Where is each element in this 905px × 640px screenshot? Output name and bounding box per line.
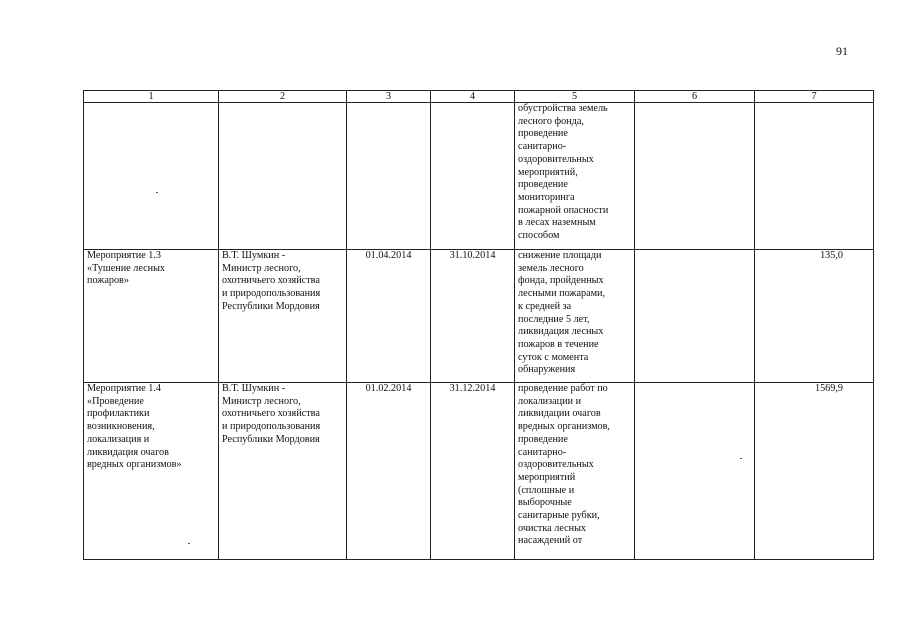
indicator-cell [635,383,755,560]
text-line: (сплошные и [518,484,575,496]
text-line: и природопользования [222,288,321,300]
text-line: охотничьего хозяйства [222,275,320,287]
text-line: оздоровительных [518,459,594,471]
header-cell: 6 [635,91,755,103]
text-line: снижение площади [518,250,602,261]
text-line: последние 5 лет, [518,313,590,325]
result-cell [515,103,635,250]
scan-speck [156,192,158,193]
text-line: лесными пожарами, [518,288,606,300]
header-cell: 5 [515,91,635,103]
text-line: выборочные [518,497,572,509]
text-line: Мероприятие 1.4 [87,383,162,394]
text-line: Республики Мордовия [222,300,320,312]
text-line: фонда, пройденных [518,275,604,287]
header-cell: 4 [431,91,515,103]
header-cell: 1 [84,91,219,103]
scan-speck [188,543,190,544]
scan-speck [740,458,742,459]
start-date-cell: 01.02.2014 [347,383,431,560]
start-date-cell: 01.04.2014 [347,250,431,383]
text-line: лесного фонда, [518,115,584,127]
text-line: проведение работ по [518,383,608,394]
responsible-cell [219,383,347,560]
measure-cell [84,250,219,383]
responsible-cell [219,103,347,250]
text-line: охотничьего хозяйства [222,408,320,420]
table-header-row [84,91,874,103]
text-line: локализации и [518,395,582,407]
table-row [84,103,874,250]
text-line: обнаружения [518,364,576,376]
indicator-cell [635,103,755,250]
text-line: санитарно- [518,446,567,458]
text-line: «Тушение лесных [87,262,166,274]
text-line: оздоровительных [518,153,594,165]
text-line: ликвидация лесных [518,326,604,338]
text-line: пожарной опасности [518,204,609,216]
result-cell [515,383,635,560]
amount-cell: 1569,9 [755,383,874,560]
text-line: вредных организмов, [518,421,610,433]
table-row [84,383,874,560]
measures-table [83,90,874,560]
page-number: 91 [836,44,848,58]
measure-cell [84,103,219,250]
text-line: мероприятий, [518,166,578,178]
text-line: пожаров в течение [518,338,599,350]
text-line: проведение [518,128,568,140]
header-cell: 3 [347,91,431,103]
result-cell [515,250,635,383]
text-line: вредных организмов» [87,459,182,471]
text-line: Мероприятие 1.3 [87,250,162,261]
text-line: пожаров» [87,275,129,287]
table-row [84,250,874,383]
text-line: локализация и [87,433,150,445]
end-date-cell: 31.10.2014 [431,250,515,383]
start-date-cell [347,103,431,250]
text-line: профилактики [87,408,150,420]
text-line: мониторинга [518,191,575,203]
text-line: В.Т. Шумкин - [222,250,286,261]
text-line: ликвидация очагов [87,446,169,458]
responsible-cell [219,250,347,383]
amount-cell [755,103,874,250]
text-line: мероприятий [518,471,576,483]
amount-cell: 135,0 [755,250,874,383]
text-line: ликвидации очагов [518,408,601,420]
text-line: санитарно- [518,141,567,153]
text-line: способом [518,230,560,242]
text-line: и природопользования [222,421,321,433]
text-line: Республики Мордовия [222,433,320,445]
text-line: возникновения, [87,421,155,433]
text-line: В.Т. Шумкин - [222,383,286,394]
text-line: проведение [518,179,568,191]
text-line: земель лесного [518,262,584,274]
text-line: санитарные рубки, [518,510,600,522]
text-line: Министр лесного, [222,395,301,407]
text-line: суток с момента [518,351,589,363]
indicator-cell [635,250,755,383]
text-line: Министр лесного, [222,262,301,274]
text-line: в лесах наземным [518,217,596,229]
text-line: «Проведение [87,395,144,407]
end-date-cell: 31.12.2014 [431,383,515,560]
text-line: к средней за [518,300,572,312]
header-cell: 7 [755,91,874,103]
measure-cell [84,383,219,560]
text-line: проведение [518,433,568,445]
text-line: обустройства земель [518,103,608,114]
header-cell: 2 [219,91,347,103]
text-line: очистка лесных [518,522,587,534]
text-line: насаждений от [518,535,583,547]
end-date-cell [431,103,515,250]
